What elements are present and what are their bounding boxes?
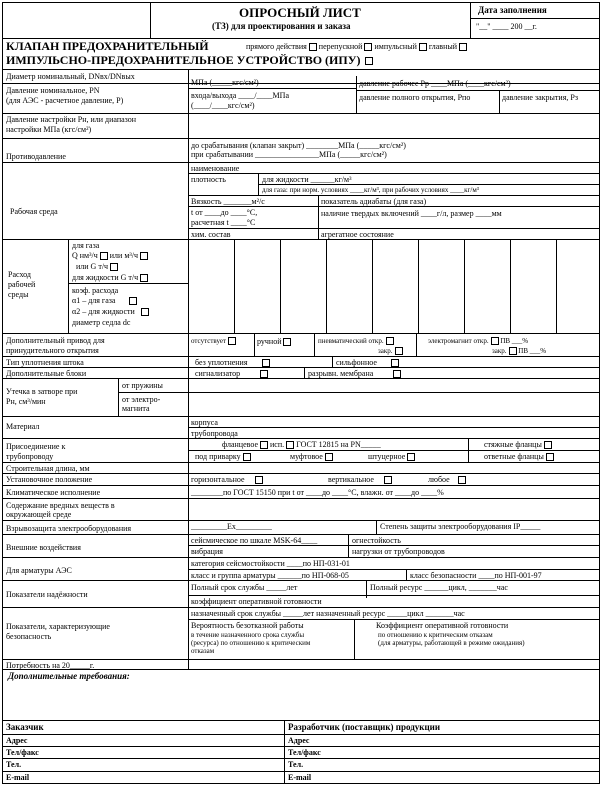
form-subtitle: (ТЗ) для проектирования и заказа: [212, 21, 351, 31]
ffp-sub1: в течение назначенного срока службы: [191, 631, 305, 639]
adiabatic[interactable]: показатель адиабаты (для газа): [321, 197, 427, 206]
work-pressure[interactable]: давление рабочее Рр ____МПа (____кгс/см²): [359, 79, 511, 88]
rel-life[interactable]: Полный срок службы _____лет: [191, 583, 298, 592]
block-membrane[interactable]: разрывн. мембрана: [308, 369, 401, 378]
safety-label-2: безопасность: [6, 632, 52, 641]
flow-a2[interactable]: α2 – для жидкости: [72, 307, 149, 316]
flow-label-1: Расход: [8, 270, 31, 279]
blocks-label: Дополнительные блоки: [6, 369, 87, 378]
developer-tel[interactable]: Тел.: [288, 760, 304, 769]
flow-label-2: рабочей: [8, 280, 36, 289]
rc-sub1: по отношению к критическим отказам: [378, 631, 493, 639]
back-pressure-label: Противодавление: [6, 152, 66, 161]
rel-resource[interactable]: Полный ресурс ______цикл, _______час: [370, 583, 508, 592]
pn-label: Давление номинальное, PN: [6, 86, 100, 95]
aggregate-state[interactable]: агрегатное состояние: [321, 230, 394, 239]
drive-manual[interactable]: ручной: [257, 337, 291, 346]
pn-value[interactable]: МПа (_____кгс/см²): [191, 78, 259, 87]
bypass-checkbox[interactable]: [364, 43, 372, 51]
pn-sub-label: (для АЭС - расчетное давление, P): [6, 96, 124, 105]
drive-none[interactable]: отсутствует: [191, 337, 236, 345]
bp-trip[interactable]: при срабатывании ________________МПа (_____кгс/см²): [191, 150, 387, 159]
fail-free-prob: Вероятность безотказной работы: [191, 621, 304, 630]
temp-calc[interactable]: расчетная t ____°С: [191, 218, 256, 227]
pipe-loads[interactable]: нагрузки от трубопроводов: [352, 547, 445, 556]
drive-label: Дополнительный привод для: [6, 336, 105, 345]
customer-label: Заказчик: [6, 722, 44, 732]
external-label: Внешние воздействия: [6, 543, 81, 552]
ffp-sub3: отказам: [191, 647, 215, 655]
temp-range[interactable]: t от ____до ____°С,: [191, 208, 258, 217]
aes-safety[interactable]: класс безопасности ____по НП-001-97: [410, 571, 542, 580]
rc-sub2: (для арматуры, работающей в режиме ожидания): [378, 639, 525, 647]
main-checkbox[interactable]: [459, 43, 467, 51]
set-pressure-label: Давление настройки Рн, или диапазон: [6, 115, 137, 124]
readiness-coef: Коэффициент оперативной готовности: [376, 621, 509, 630]
fire-resistance[interactable]: огнестойкость: [352, 536, 401, 545]
pn-inout[interactable]: входа/выхода ____/____МПа: [191, 91, 289, 100]
climate-label: Климатическое исполнение: [6, 488, 101, 497]
form-title: ОПРОСНЫЙ ЛИСТ: [239, 5, 361, 20]
direct-action-checkbox[interactable]: [309, 43, 317, 51]
extra-requirements-label: Дополнительные требования:: [8, 671, 130, 681]
safety-label-1: Показатели, характеризующие: [6, 622, 110, 631]
dn-label: Диаметр номинальный, DNвх/DNвых: [6, 72, 135, 81]
conn-coupling[interactable]: муфтовое: [290, 452, 333, 461]
solid-inclusions[interactable]: наличие твердых включений ____г/л, размер ____мм: [321, 209, 502, 218]
conn-label-1: Присоединение к: [6, 442, 66, 451]
ffp-sub2: (ресурса) по отношению к критическим: [191, 639, 311, 647]
aes-class[interactable]: класс и группа арматуры ______по НП-068-05: [191, 571, 349, 580]
flow-q[interactable]: Q нм³/ч или м³/ч: [72, 251, 148, 260]
leak-electro-1: от электро-: [122, 395, 161, 404]
developer-telfax[interactable]: Тел/факс: [288, 748, 321, 757]
leak-spring: от пружины: [122, 381, 163, 390]
bp-closed[interactable]: до срабатывания (клапан закрыт) ________МПа (_____кгс/см²): [191, 141, 406, 150]
leak-label-1: Утечка в затворе при: [6, 387, 78, 396]
density-label: плотность: [191, 175, 226, 184]
material-pipe[interactable]: трубопровода: [191, 429, 238, 438]
drive-el-close[interactable]: закр. ПВ ___%: [492, 347, 547, 355]
flow-label-3: среды: [8, 290, 29, 299]
leak-label-2: Рн, см³/мин: [6, 397, 46, 406]
density-gas[interactable]: для газа: при норм. условиях ____кг/м³, при рабочих условиях ____кг/м³: [262, 186, 479, 194]
developer-email[interactable]: E-mail: [288, 773, 312, 782]
pos-vertical[interactable]: вертикальное: [328, 475, 392, 484]
questionnaire-form: [2, 2, 600, 784]
conn-flange[interactable]: фланцевое исп. ГОСТ 12815 на PN_____: [222, 440, 381, 449]
date-field[interactable]: "__" ____ 200 __г.: [476, 22, 537, 31]
vibration[interactable]: вибрация: [191, 547, 223, 556]
pos-any[interactable]: любое: [428, 475, 466, 484]
reliability-label: Показатели надёжности: [6, 590, 88, 599]
flow-a1[interactable]: α1 – для газа: [72, 296, 137, 305]
density-liquid[interactable]: для жидкости ______кг/м³: [262, 175, 352, 184]
material-body[interactable]: корпуса: [191, 418, 218, 427]
ipu-checkbox[interactable]: [365, 57, 373, 65]
developer-label: Разработчик (поставщик) продукции: [288, 722, 441, 732]
viscosity[interactable]: Вязкость _______м²/с: [191, 197, 265, 206]
aes-label: Для арматуры АЭС: [6, 566, 72, 575]
material-label: Материал: [6, 422, 40, 431]
aes-seismic[interactable]: категория сейсмостойкости ____по НП-031-01: [191, 559, 350, 568]
flow-gas: для газа: [72, 241, 100, 250]
position-label: Установочное положение: [6, 475, 93, 484]
customer-tel[interactable]: Тел.: [6, 760, 22, 769]
seal-bellows[interactable]: сильфонное: [336, 358, 399, 367]
chem-composition[interactable]: хим. состав: [191, 230, 231, 239]
leak-electro-2: магнита: [122, 404, 150, 413]
pn-kgs[interactable]: (____/____кгс/см²): [191, 101, 255, 110]
developer-address[interactable]: Адрес: [288, 736, 310, 745]
length-label: Строительная длина, мм: [6, 464, 90, 473]
impulse-checkbox[interactable]: [419, 43, 427, 51]
conn-tie-flanges[interactable]: стяжные фланцы: [484, 440, 552, 449]
seismic[interactable]: сейсмическое по шкале MSK-64____: [191, 536, 318, 545]
full-open-pressure[interactable]: давление полного открытия, Рпо: [359, 93, 471, 102]
conn-weld[interactable]: под приварку: [195, 452, 251, 461]
set-pressure-sub: настройки МПа (кгс/см²): [6, 125, 92, 134]
flow-g[interactable]: или G т/ч: [76, 262, 118, 271]
drive-pn-close[interactable]: закр.: [378, 347, 403, 355]
drive-electro[interactable]: электромагнит откр. ПВ ___%: [428, 337, 529, 345]
medium-label: Рабочая среда: [10, 207, 58, 216]
harmful-label-1: Содержание вредных веществ в: [6, 501, 115, 510]
date-label: Дата заполнения: [478, 5, 547, 15]
conn-fitting[interactable]: штуцерное: [368, 452, 415, 461]
flow-dc[interactable]: диаметр седла dc: [72, 318, 131, 327]
flow-coef: коэф. расхода: [72, 286, 119, 295]
climate-value[interactable]: ________по ГОСТ 15150 при t от ____до ____°С, влажн. от ____до ____%: [191, 488, 444, 497]
close-pressure[interactable]: давление закрытия, Рз: [502, 93, 578, 102]
pos-horizontal[interactable]: горизонтальное: [191, 475, 263, 484]
ex-label: Взрывозащита электрооборудования: [6, 524, 132, 533]
medium-name[interactable]: наименование: [191, 164, 240, 173]
assigned-life[interactable]: назначенный срок службы _____лет назначенный ресурс _____цикл _______час: [191, 609, 465, 618]
customer-address[interactable]: Адрес: [6, 736, 28, 745]
customer-email[interactable]: E-mail: [6, 773, 30, 782]
drive-sub: принудительного открытия: [6, 346, 99, 355]
need-label[interactable]: Потребность на 20_____г.: [6, 661, 95, 670]
seal-label: Тип уплотнения штока: [6, 358, 84, 367]
block-signal[interactable]: сигнализатор: [195, 369, 268, 378]
flow-liquid[interactable]: для жидкости G т/ч: [72, 273, 148, 282]
ex-value[interactable]: _________Ex_________: [191, 522, 272, 531]
valve-title: КЛАПАН ПРЕДОХРАНИТЕЛЬНЫЙ: [6, 39, 209, 53]
conn-mating[interactable]: ответные фланцы: [484, 452, 554, 461]
conn-label-2: трубопроводу: [6, 452, 54, 461]
rel-readiness[interactable]: коэффициент оперативной готовности: [191, 597, 322, 606]
ip-value[interactable]: Степень защиты электрооборудования IP_____: [380, 522, 541, 531]
drive-pneumatic[interactable]: пневматический откр.: [318, 337, 394, 345]
harmful-label-2: окружающей среде: [6, 510, 72, 519]
ipu-title: ИМПУЛЬСНО-ПРЕДОХРАНИТЕЛЬНОЕ УСТРОЙСТВО (ИПУ): [6, 54, 373, 67]
seal-none[interactable]: без уплотнения: [195, 358, 270, 367]
customer-telfax[interactable]: Тел/факс: [6, 748, 39, 757]
valve-types: прямого действия перепускной импульсный главный: [246, 42, 467, 51]
